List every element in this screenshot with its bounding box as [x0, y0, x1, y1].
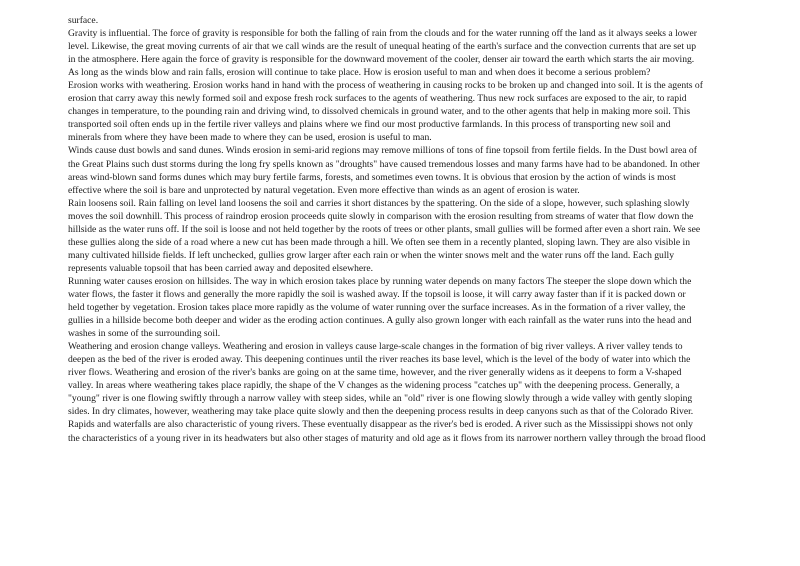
text-line: minerals from where they have been made to where they can be used, erosion is useful to man. [68, 132, 432, 144]
text-line: many cultivated hillside fields. If left unchecked, gullies grow larger after each rain or when the winter snows melt and the water runs off the land. Each gully [68, 249, 674, 261]
text-line: effective where the soil is bare and unprotected by natural vegetation. Even more effective than winds as an agent of erosion is water. [68, 184, 580, 196]
text-line: level. Likewise, the great moving currents of air that we call winds are the result of unequal heating of the earth's surface and the convection currents that are set up [68, 41, 697, 53]
text-line: Winds cause dust bowls and sand dunes. Winds erosion in semi-arid regions may remove millions of tons of fine topsoil from fertile fields. In the Dust bowl area of [68, 145, 697, 157]
text-line: Rapids and waterfalls are also characteristic of young rivers. These eventually disappear as the river's bed is eroded. A river such as the Mississippi shows not only [68, 419, 693, 431]
document-page [68, 14, 744, 445]
text-line: these gullies along the side of a road where a new cut has been made through a hill. We often see them in a recently planted, sloping lawn. They are also visible in [68, 236, 691, 248]
text-line: river flows. Weathering and erosion of the river's banks are going on at the same time, however, and the river generally widens as it deepens to form a V-shaped [68, 367, 682, 379]
text-line: deepen as the bed of the river is eroded away. This deepening continues until the river reaches its base level, which is the level of the body of water into which the [68, 354, 691, 366]
text-line: water flows, the faster it flows and generally the more rapidly the soil is washed away. If the topsoil is loose, it will carry away faster than if it is packed down or [68, 288, 686, 300]
text-line: hillside as the water runs off. If the soil is loose and not held together by the roots of trees or other plants, small gullies will be formed after even a short rain. We see [68, 223, 701, 235]
text-line: erosion that carry away this newly formed soil and expose fresh rock surfaces to the agents of weathering. Thus new rock surfaces are exposed to the air, to rapid [68, 93, 687, 105]
text-line: As long as the winds blow and rain falls, erosion will continue to take place. How is erosion useful to man and when does it become a serious problem? [68, 67, 651, 79]
text-line: valley. In areas where weathering takes place rapidly, the shape of the V changes as the widening process "catches up" with the deepening process. Generally, a [68, 380, 680, 392]
text-line: the characteristics of a young river in its headwaters but also other stages of maturity and old age as it flows from its narrower northern valley through the broad flood [68, 432, 706, 444]
text-line: washes in some of the surrounding soil. [68, 328, 221, 340]
text-line: in the atmosphere. Here again the force of gravity is responsible for the downward movement of the cooler, denser air toward the earth which starts the air moving. [68, 54, 695, 66]
text-line: areas wind-blown sand forms dunes which may bury fertile farms, forests, and sometimes even towns. It is obvious that erosion by the action of winds is most [68, 171, 676, 183]
text-line: moves the soil downhill. This process of raindrop erosion proceeds quite slowly in comparison with the erosion resulting from streams of water that flow down the [68, 210, 694, 222]
text-line: sides. In dry climates, however, weathering may take place quite slowly and then the deepening process results in deep canyons such as that of the Colorado River. [68, 406, 694, 418]
text-line: Running water causes erosion on hillsides. The way in which erosion takes place by running water depends on many factors The steeper the slope down which the [68, 275, 692, 287]
text-line: changes in temperature, to the pounding rain and driving wind, to dissolved chemicals in ground water, and to the other agents that help in making more soil. This [68, 106, 691, 118]
text-line: held together by vegetation. Erosion takes place more rapidly as the volume of water running over the surface increases. As in the formation of a river valley, the [68, 302, 686, 314]
text-line: Rain loosens soil. Rain falling on level land loosens the soil and carries it short distances by the spattering. On the side of a slope, however, such splashing slowly [68, 197, 690, 209]
text-line: gullies in a hillside become both deeper and wider as the eroding action continues. A gully also grown longer with each rainfall as the water runs into the head and [68, 315, 692, 327]
text-line: Weathering and erosion change valleys. Weathering and erosion in valleys cause large-scale changes in the formation of big river valleys. A river valley tends to [68, 341, 683, 353]
text-line: represents valuable topsoil that has been carried away and deposited elsewhere. [68, 262, 374, 274]
text-line: transported soil often ends up in the fertile river valleys and plains where we find our most productive farmlands. In this process of transporting new soil and [68, 119, 671, 131]
text-line: "young" river is one flowing swiftly through a narrow valley with steep sides, while an "old" river is one flowing slowly through a wide valley with gently sloping [68, 393, 693, 405]
text-line: the Great Plains such dust storms during the long fry spells known as "droughts" have caused tremendous losses and many farms have had to be abandoned. In other [68, 158, 700, 170]
text-line: Gravity is influential. The force of gravity is responsible for both the falling of rain from the clouds and for the water running off the land as it always seeks a lower [68, 28, 697, 40]
text-line: surface. [68, 15, 99, 26]
text-line: Erosion works with weathering. Erosion works hand in hand with the process of weathering in causing rocks to be broken up and changed into soil. It is the agents of [68, 80, 703, 92]
